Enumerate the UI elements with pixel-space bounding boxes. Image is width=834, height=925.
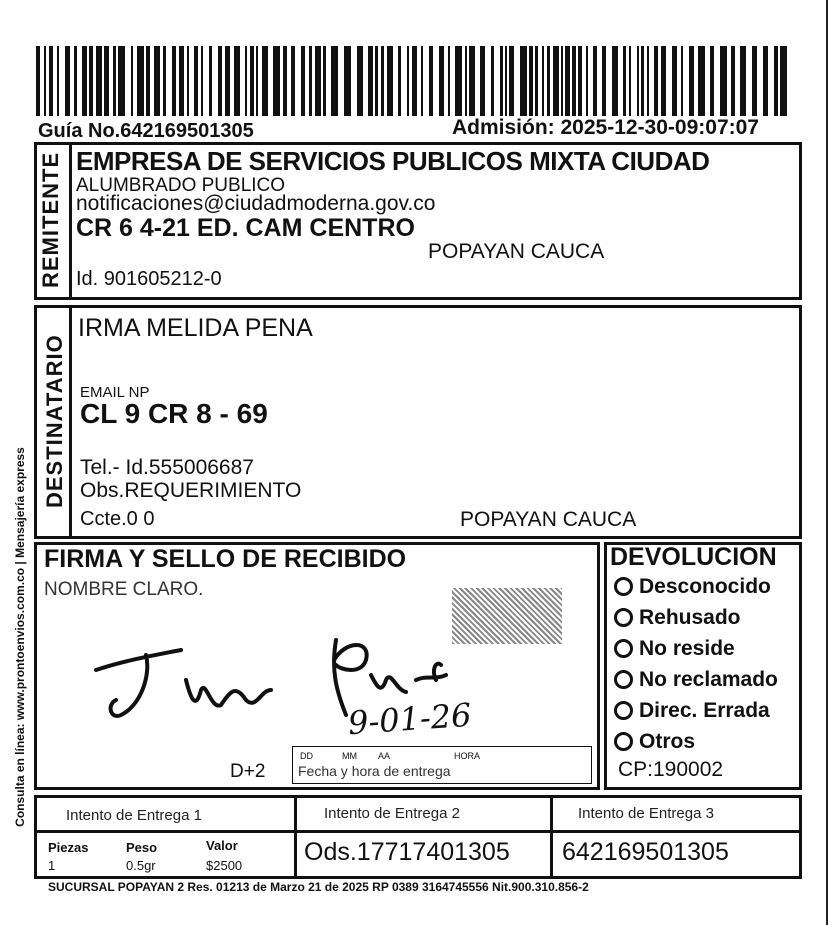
destinatario-divider	[69, 308, 72, 536]
barcode-bar	[698, 46, 705, 116]
admision-date: Admisión: 2025-12-30-09:07:07	[452, 116, 759, 139]
recibido-title: FIRMA Y SELLO DE RECIBIDO	[44, 545, 407, 573]
fecha-label: Fecha y hora de entrega	[298, 763, 451, 779]
barcode-bar	[641, 46, 644, 116]
barcode-bar	[661, 46, 666, 116]
barcode-bar	[118, 46, 125, 116]
peso-value: 0.5gr	[126, 858, 156, 873]
barcode-bar	[89, 46, 93, 116]
barcode-bar	[542, 46, 544, 116]
barcode-bar	[146, 46, 150, 116]
barcode-bar	[491, 46, 494, 116]
hora-label: HORA	[454, 751, 481, 761]
barcode-bar	[763, 46, 768, 116]
barcode-bar	[357, 46, 363, 116]
barcode-bar	[602, 46, 606, 116]
barcode-bar	[387, 46, 393, 116]
guia-number: Guía No.642169501305	[38, 120, 254, 142]
devolucion-title: DEVOLUCION	[610, 543, 777, 571]
barcode-bar	[623, 46, 626, 116]
radio-icon	[614, 639, 633, 658]
barcode-bar	[689, 46, 694, 116]
cp-value: CP:190002	[618, 758, 724, 781]
barcode-bar	[547, 46, 550, 116]
barcode	[36, 46, 788, 116]
barcode-bar	[301, 46, 305, 116]
barcode-bar	[65, 46, 70, 116]
barcode-bar	[256, 46, 258, 116]
barcode-bar	[218, 46, 222, 116]
barcode-bar	[344, 46, 351, 116]
barcode-bar	[131, 46, 133, 116]
barcode-bar	[331, 46, 338, 116]
barcode-bar	[398, 46, 401, 116]
barcode-bar	[225, 46, 230, 116]
barcode-bar	[291, 46, 295, 116]
devolucion-options	[614, 571, 778, 757]
barcode-bar	[752, 46, 757, 116]
barcode-bar	[654, 46, 658, 116]
barcode-bar	[194, 46, 198, 116]
destinatario-obs: Obs.REQUERIMIENTO	[80, 479, 302, 502]
remitente-line2: ALUMBRADO PUBLICO	[76, 175, 286, 196]
mm-label: MM	[342, 751, 357, 761]
barcode-bar	[283, 46, 287, 116]
barcode-bar	[262, 46, 268, 116]
destinatario-address: CL 9 CR 8 - 69	[80, 398, 268, 429]
barcode-bar	[448, 46, 450, 116]
radio-icon	[614, 732, 633, 751]
intentos-vline-1	[294, 795, 297, 879]
remitente-city: POPAYAN CAUCA	[428, 240, 605, 263]
barcode-bar	[187, 46, 189, 116]
edge-line	[826, 0, 828, 925]
side-text: Consulta en línea: www.prontoenvios.com.co | Mensajería express	[13, 447, 27, 827]
remitente-email: notificaciones@ciudadmoderna.gov.co	[76, 192, 436, 215]
barcode-bar	[593, 46, 597, 116]
intento-2: Intento de Entrega 2	[324, 805, 460, 822]
barcode-bar	[179, 46, 184, 116]
barcode-bar	[163, 46, 166, 116]
barcode-bar	[44, 46, 46, 116]
option-direc-errada[interactable]: Direc. Errada	[614, 695, 778, 726]
barcode-bar	[681, 46, 683, 116]
barcode-bar	[505, 46, 507, 116]
barcode-bar	[209, 46, 212, 116]
handwritten-date: 9-01-26	[346, 695, 473, 743]
barcode-bar	[578, 46, 582, 116]
barcode-bar	[612, 46, 618, 116]
barcode-bar	[412, 46, 417, 116]
radio-icon	[614, 577, 633, 596]
barcode-bar	[637, 46, 639, 116]
barcode-bar	[154, 46, 160, 116]
remitente-name: EMPRESA DE SERVICIOS PUBLICOS MIXTA CIUDAD	[76, 146, 710, 176]
barcode-bar	[368, 46, 373, 116]
barcode-bar	[469, 46, 475, 116]
barcode-bar	[245, 46, 247, 116]
barcode-bar	[421, 46, 423, 116]
barcode-bar	[381, 46, 384, 116]
remitente-divider	[69, 145, 72, 297]
barcode-bar	[273, 46, 280, 116]
barcode-bar	[36, 46, 40, 116]
barcode-bar	[480, 46, 485, 116]
footer-text: SUCURSAL POPAYAN 2 Res. 01213 de Marzo 21 de 2025 RP 0389 3164745556 Nit.900.310.856-2	[48, 880, 589, 894]
remitente-label: REMITENTE	[38, 151, 63, 288]
barcode-bar	[672, 46, 677, 116]
barcode-bar	[113, 46, 116, 116]
barcode-bar	[82, 46, 87, 116]
intento-1: Intento de Entrega 1	[66, 807, 202, 824]
intento-3: Intento de Entrega 3	[578, 805, 714, 822]
destinatario-city: POPAYAN CAUCA	[460, 508, 637, 531]
barcode-bar	[561, 46, 563, 116]
barcode-bar	[429, 46, 433, 116]
intentos-hline	[34, 830, 802, 833]
radio-icon	[614, 670, 633, 689]
barcode-bar	[774, 46, 778, 116]
valor-label: Valor	[206, 838, 238, 853]
barcode-bar	[535, 46, 538, 116]
barcode-bar	[509, 46, 514, 116]
barcode-bar	[520, 46, 527, 116]
option-rehusado[interactable]: Rehusado	[614, 602, 778, 633]
option-otros[interactable]: Otros	[614, 726, 778, 757]
peso-label: Peso	[126, 840, 158, 855]
barcode-bar	[710, 46, 714, 116]
guia-number-bottom: 642169501305	[562, 838, 729, 866]
barcode-bar	[586, 46, 588, 116]
radio-icon	[614, 608, 633, 627]
option-no-reclamado[interactable]: No reclamado	[614, 664, 778, 695]
barcode-bar	[104, 46, 109, 116]
barcode-bar	[137, 46, 144, 116]
barcode-bar	[407, 46, 409, 116]
destinatario-label: DESTINATARIO	[42, 334, 67, 508]
option-no-reside[interactable]: No reside	[614, 633, 778, 664]
piezas-value: 1	[48, 858, 56, 873]
barcode-bar	[309, 46, 312, 116]
intentos-vline-2	[550, 795, 553, 879]
barcode-bar	[465, 46, 467, 116]
barcode-bar	[49, 46, 53, 116]
barcode-bar	[740, 46, 746, 116]
barcode-bar	[315, 46, 321, 116]
barcode-bar	[647, 46, 649, 116]
destinatario-email: EMAIL NP	[80, 384, 150, 401]
aa-label: AA	[378, 751, 391, 761]
barcode-bar	[234, 46, 240, 116]
barcode-bar	[96, 46, 102, 116]
destinatario-ccte: Ccte.0 0	[80, 508, 155, 530]
option-desconocido[interactable]: Desconocido	[614, 571, 778, 602]
remitente-address: CR 6 4-21 ED. CAM CENTRO	[76, 214, 415, 242]
barcode-bar	[57, 46, 59, 116]
valor-value: $2500	[206, 858, 243, 873]
piezas-label: Piezas	[48, 840, 89, 855]
barcode-bar	[720, 46, 727, 116]
barcode-bar	[780, 46, 787, 116]
destinatario-name: IRMA MELIDA PENA	[78, 314, 313, 342]
dd-label: DD	[300, 751, 313, 761]
nombre-claro-label: NOMBRE CLARO.	[44, 579, 204, 600]
d2-label: D+2	[230, 761, 266, 782]
remitente-id: Id. 901605212-0	[76, 268, 222, 290]
barcode-bar	[201, 46, 203, 116]
barcode-bar	[731, 46, 735, 116]
barcode-bar	[323, 46, 326, 116]
barcode-bar	[572, 46, 576, 116]
barcode-bar	[74, 46, 77, 116]
destinatario-tel: Tel.- Id.555006687	[80, 456, 254, 479]
barcode-bar	[375, 46, 378, 116]
barcode-bar	[565, 46, 570, 116]
ods-number: Ods.17717401305	[304, 838, 510, 866]
barcode-bar	[172, 46, 176, 116]
barcode-bar	[629, 46, 631, 116]
barcode-bar	[529, 46, 533, 116]
barcode-bar	[250, 46, 254, 116]
barcode-bar	[439, 46, 444, 116]
barcode-bar	[500, 46, 503, 116]
barcode-bar	[553, 46, 559, 116]
radio-icon	[614, 701, 633, 720]
barcode-bar	[455, 46, 462, 116]
